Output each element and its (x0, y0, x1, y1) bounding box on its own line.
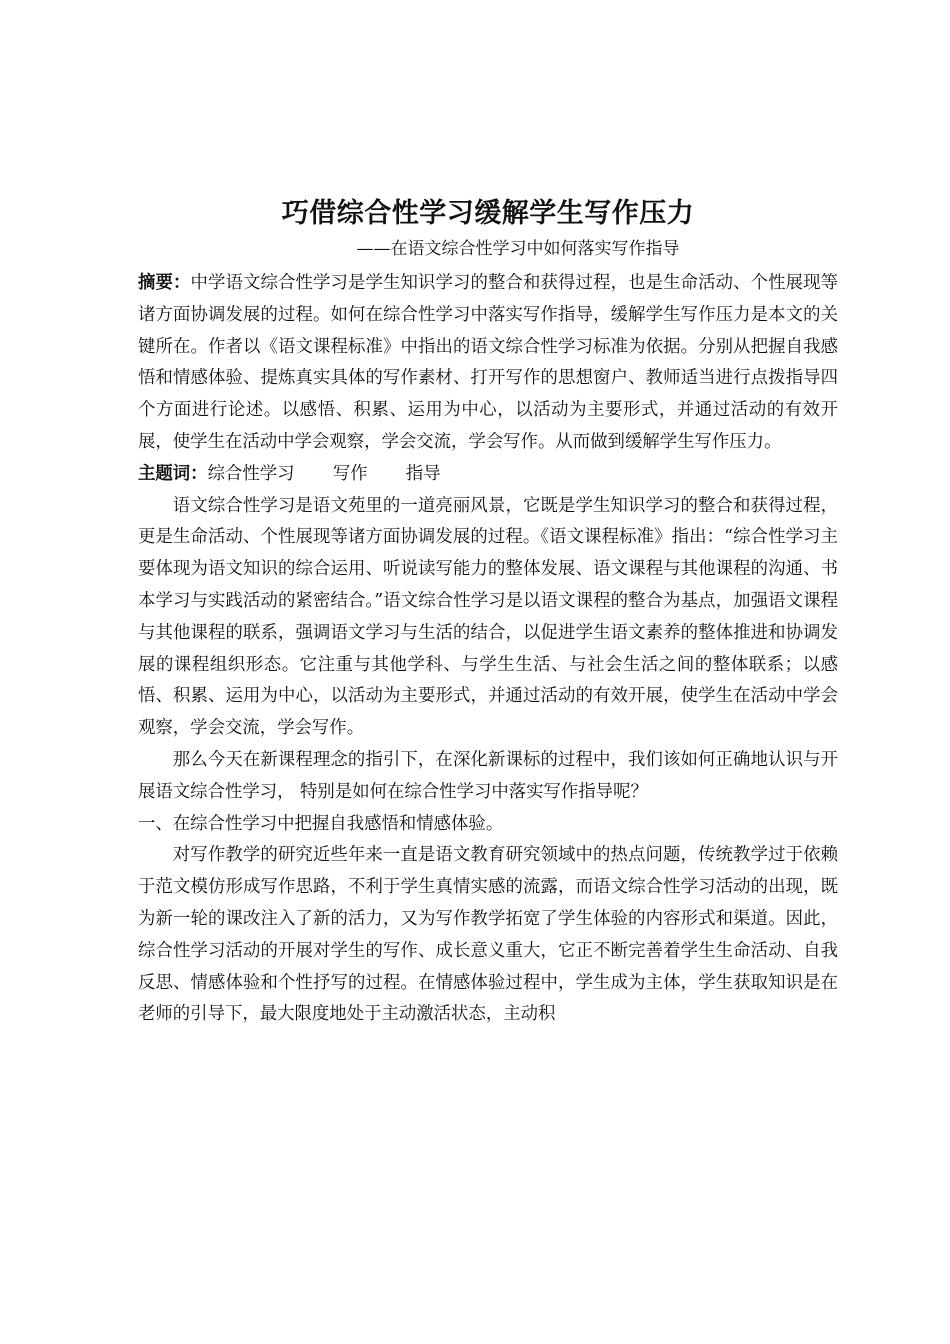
keywords-label: 主题词： (138, 463, 208, 484)
keyword: 综合性学习 (207, 463, 295, 484)
keyword: 写作 (332, 463, 368, 484)
abstract-text: 中学语文综合性学习是学生知识学习的整合和获得过程，也是生命活动、个性展现等诸方面协调发展的过程。如何在综合性学习中落实写作指导，缓解学生写作压力是本文的关键所在。作者以《语文课程标准》中指出的语文综合性学习标准为依据。分别从把握自我感悟和情感体验、提炼真实具体的写作素材、打开写作的思想窗户、教师适当进行点拨指导四个方面进行论述。以感悟、积累、运用为中心，以活动为主要形式，并通过活动的有效开展，使学生在活动中学会观察，学会交流，学会写作。从而做到缓解学生写作压力。 (138, 273, 838, 452)
abstract-paragraph (138, 268, 838, 459)
keyword: 指导 (405, 463, 441, 484)
keywords-line (138, 459, 838, 491)
document-page (138, 196, 838, 1031)
document-title: 巧借综合性学习缓解学生写作压力 (281, 198, 695, 229)
body-paragraph: 对写作教学的研究近些年来一直是语文教育研究领域中的热点问题，传统教学过于依赖于范文模仿形成写作思路，不利于学生真情实感的流露，而语文综合性学习活动的出现，既为新一轮的课改注入了新的活力，又为写作教学拓宽了学生体验的内容形式和渠道。因此，综合性学习活动的开展对学生的写作、成长意义重大，它正不断完善着学生生命活动、自我反思、情感体验和个性抒写的过程。在情感体验过程中，学生成为主体，学生获取知识是在老师的引导下，最大限度地处于主动激活状态，主动积 (138, 845, 838, 1025)
body-paragraph: 语文综合性学习是语文苑里的一道亮丽风景，它既是学生知识学习的整合和获得过程，更是生命活动、个性展现等诸方面协调发展的过程。《语文课程标准》指出：“综合性学习主要体现为语文知识的综合运用、听说读写能力的整体发展、语文课程与其他课程的沟通、书本学习与实践活动的紧密结合。”语文综合性学习是以语文课程的整合为基点，加强语文课程与其他课程的联系，强调语文学习与生活的结合，以促进学生语文素养的整体推进和协调发展的课程组织形态。它注重与其他学科、与学生生活、与社会生活之间的整体联系；以感悟、积累、运用为中心，以活动为主要形式，并通过活动的有效开展，使学生在活动中学会观察，学会交流，学会写作。 (138, 495, 838, 739)
document-subtitle: ——在语文综合性学习中如何落实写作指导 (356, 239, 680, 259)
abstract-label: 摘要： (138, 273, 191, 293)
body-paragraph: 那么今天在新课程理念的指引下，在深化新课标的过程中，我们该如何正确地认识与开展语文综合性学习， 特别是如何在综合性学习中落实写作指导呢？ (138, 749, 838, 802)
section-heading: 一、在综合性学习中把握自我感悟和情感体验。 (138, 813, 504, 834)
